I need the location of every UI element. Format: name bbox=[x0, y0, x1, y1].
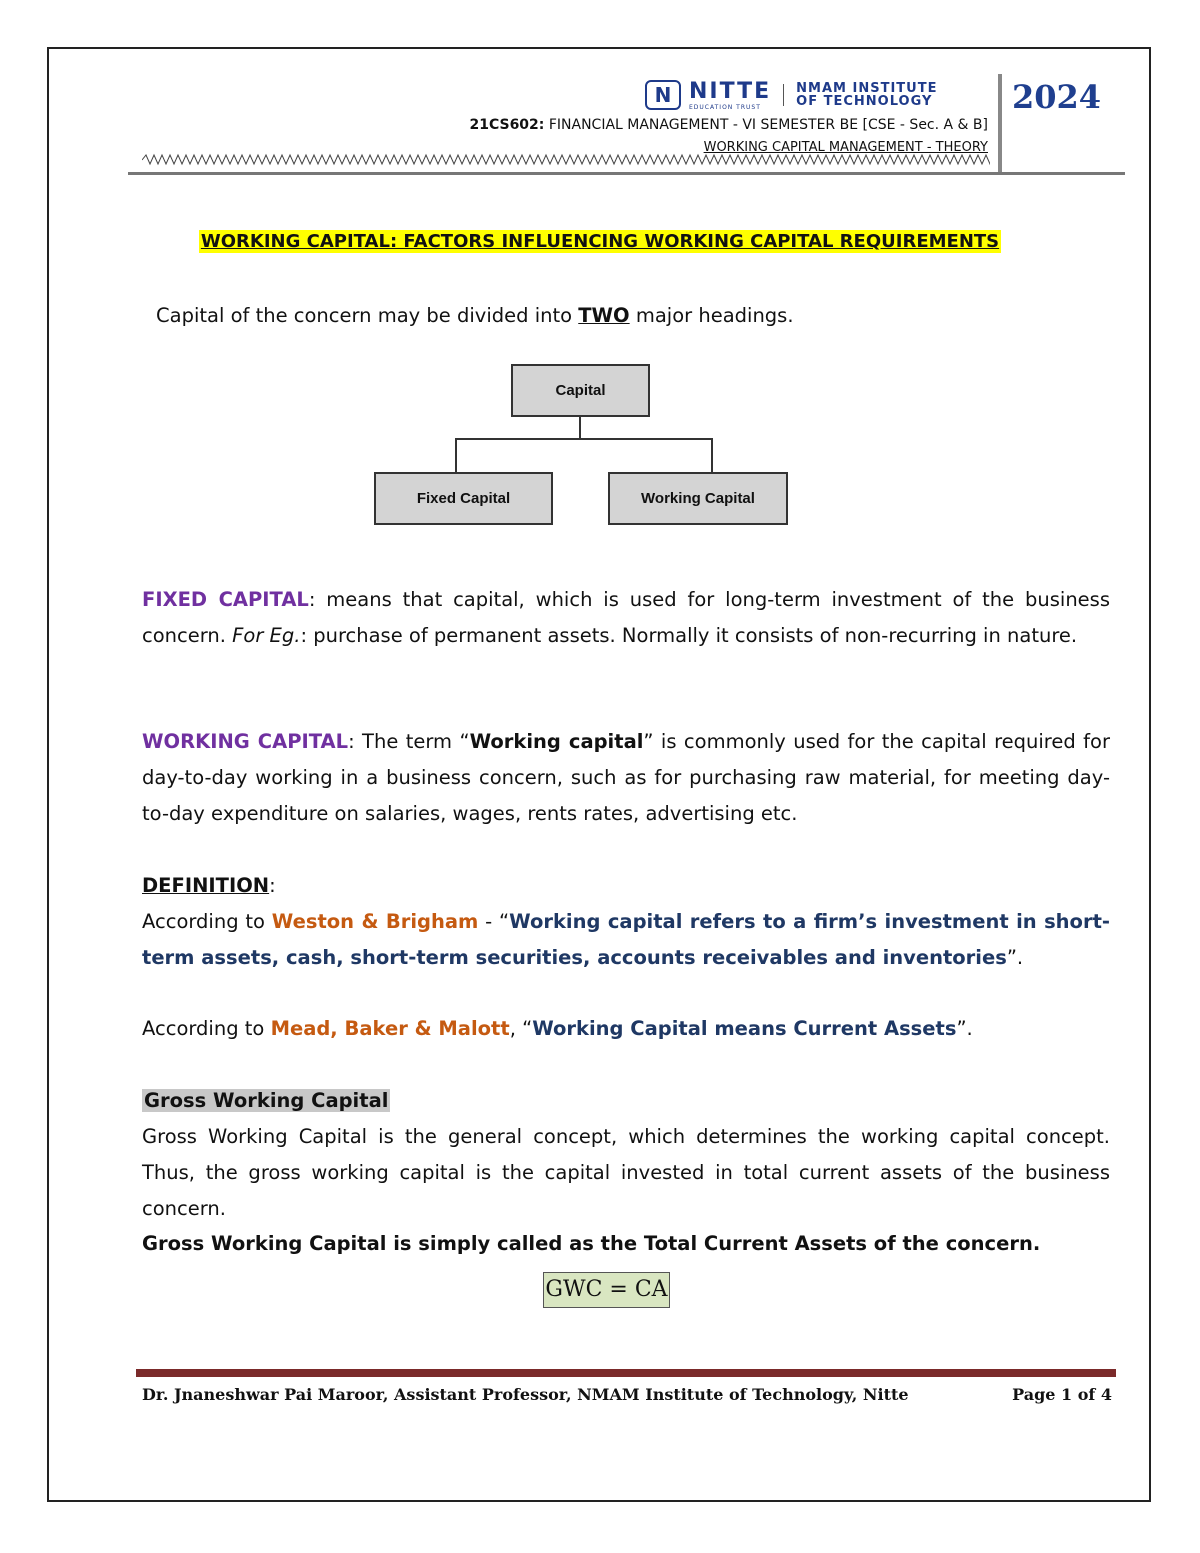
gwc-formula: GWC = CA bbox=[543, 1272, 670, 1308]
gross-working-capital-summary: Gross Working Capital is simply called as the Total Current Assets of the concern. bbox=[142, 1232, 1041, 1255]
page-number: Page 1 of 4 bbox=[1012, 1385, 1112, 1404]
course-line: 21CS602: FINANCIAL MANAGEMENT - VI SEMESTER BE [CSE - Sec. A & B] bbox=[469, 117, 988, 133]
diagram-connector bbox=[455, 438, 457, 472]
definition-heading: DEFINITION: bbox=[142, 874, 276, 897]
working-capital-paragraph: WORKING CAPITAL: The term “Working capital” is commonly used for the capital required for day-to-day working in a business concern, such as for purchasing raw material, for meeting day-to-day expenditure on salaries, wages, rents rates, advertising etc. bbox=[142, 730, 1110, 825]
logo-divider bbox=[783, 84, 784, 106]
gross-working-capital-paragraph: Gross Working Capital is the general concept, which determines the working capital concept. Thus, the gross working capital is the capital invested in total current assets of the business concern. bbox=[142, 1125, 1110, 1220]
diagram-working-capital-box: Working Capital bbox=[608, 472, 788, 525]
definition-weston-brigham: According to Weston & Brigham - “Working capital refers to a firm’s investment in short-term assets, cash, short-term securities, accounts receivables and inventories”. bbox=[142, 910, 1110, 969]
logo-name: NITTE bbox=[689, 79, 772, 104]
header-rule bbox=[128, 172, 1125, 175]
fixed-capital-paragraph: FIXED CAPITAL: means that capital, which is used for long-term investment of the business concern. For Eg.: purchase of permanent assets. Normally it consists of non-recurring in nature. bbox=[142, 588, 1110, 647]
diagram-fixed-capital-box: Fixed Capital bbox=[374, 472, 553, 525]
gross-working-capital-heading: Gross Working Capital bbox=[144, 1089, 389, 1112]
nitte-logo bbox=[645, 80, 937, 110]
diagram-connector bbox=[455, 438, 713, 440]
footer-rule bbox=[136, 1369, 1116, 1377]
institute-name: NMAM INSTITUTE OF TECHNOLOGY bbox=[796, 81, 938, 109]
logo-subtext: EDUCATION TRUST bbox=[689, 104, 761, 111]
intro-text: Capital of the concern may be divided into TWO major headings. bbox=[156, 304, 794, 327]
diagram-connector bbox=[579, 416, 581, 439]
diagram-capital-box: Capital bbox=[511, 364, 650, 417]
header-vertical-rule bbox=[998, 74, 1002, 172]
wavy-divider bbox=[142, 153, 990, 167]
definition-mead-baker-malott: According to Mead, Baker & Malott, “Working Capital means Current Assets”. bbox=[142, 1017, 973, 1040]
nitte-logo-icon: N bbox=[645, 80, 681, 110]
diagram-connector bbox=[711, 438, 713, 472]
page-title: WORKING CAPITAL: FACTORS INFLUENCING WORKING CAPITAL REQUIREMENTS bbox=[200, 231, 1000, 252]
footer-author: Dr. Jnaneshwar Pai Maroor, Assistant Professor, NMAM Institute of Technology, Nitte bbox=[142, 1385, 909, 1404]
year: 2024 bbox=[1012, 78, 1102, 116]
topic-line: WORKING CAPITAL MANAGEMENT - THEORY bbox=[703, 140, 988, 155]
